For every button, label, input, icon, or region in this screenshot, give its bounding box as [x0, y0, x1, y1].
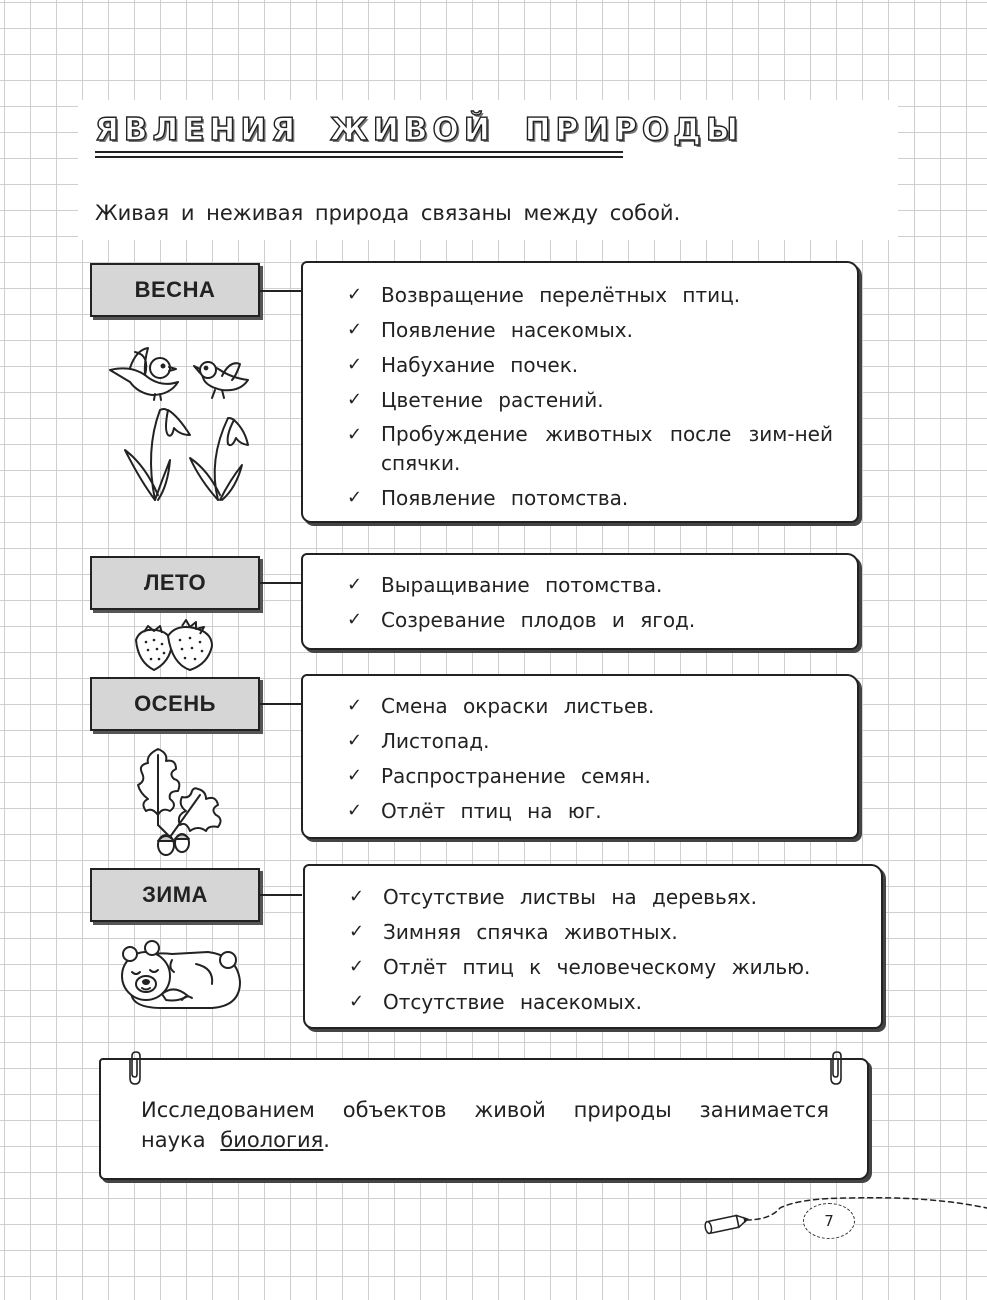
season-label-winter: ЗИМА — [90, 868, 260, 922]
paperclip-icon-right — [826, 1050, 844, 1086]
page-title: ЯВЛЕНИЯ ЖИВОЙ ПРИРОДЫ — [95, 112, 743, 148]
check-mark-icon: ✓ — [347, 800, 363, 821]
check-mark-icon: ✓ — [349, 886, 365, 907]
season-label-autumn: ОСЕНЬ — [90, 677, 260, 731]
title-underline — [95, 151, 623, 153]
paperclip-icon-left — [125, 1050, 143, 1086]
autumn-box — [301, 674, 859, 839]
spring-box — [301, 261, 859, 523]
check-mark-icon: ✓ — [347, 319, 363, 340]
list-item: ✓ Созревание плодов и ягод. — [347, 605, 833, 635]
summer-box — [301, 553, 859, 650]
list-item: ✓ Цветение растений. — [347, 385, 833, 415]
winter-box — [303, 864, 883, 1029]
check-mark-icon: ✓ — [347, 609, 363, 630]
list-item: ✓ Появление насекомых. — [347, 315, 833, 345]
list-item: ✓ Пробуждение животных после зим-ней спячки. — [347, 422, 833, 475]
list-item: ✓ Появление потомства. — [347, 483, 833, 513]
check-mark-icon: ✓ — [347, 354, 363, 375]
summer-list — [347, 570, 833, 640]
check-mark-icon: ✓ — [349, 991, 365, 1012]
autumn-list — [347, 691, 833, 831]
title-underline-2 — [95, 156, 623, 158]
summer-connector — [260, 582, 302, 584]
sleeping-bear-icon — [112, 938, 247, 1013]
autumn-connector — [260, 703, 302, 705]
winter-list — [349, 882, 857, 1022]
spring-list — [347, 280, 833, 518]
check-mark-icon: ✓ — [349, 921, 365, 942]
check-mark-icon: ✓ — [347, 695, 363, 716]
check-mark-icon: ✓ — [347, 389, 363, 410]
conclusion-text: Исследованием объектов живой природы занимается наука биология. — [141, 1098, 829, 1152]
strawberries-icon — [130, 618, 220, 673]
list-item: ✓ Выращивание потомства. — [347, 570, 833, 600]
birds-and-snowdrops-icon — [100, 340, 260, 505]
list-item: ✓ Отлёт птиц на юг. — [347, 796, 833, 826]
key-term-biology: биология — [220, 1128, 324, 1152]
list-item: ✓ Зимняя спячка животных. — [349, 917, 857, 947]
check-mark-icon: ✓ — [347, 487, 363, 508]
list-item: ✓ Отсутствие насекомых. — [349, 987, 857, 1017]
winter-connector — [260, 894, 302, 896]
check-mark-icon: ✓ — [347, 765, 363, 786]
list-item: ✓ Распространение семян. — [347, 761, 833, 791]
check-mark-icon: ✓ — [349, 956, 365, 977]
check-mark-icon: ✓ — [347, 574, 363, 595]
oak-leaves-and-acorns-icon — [128, 745, 233, 857]
check-mark-icon: ✓ — [347, 284, 363, 305]
check-mark-icon: ✓ — [347, 730, 363, 751]
check-mark-icon: ✓ — [347, 424, 363, 445]
list-item: ✓ Листопад. — [347, 726, 833, 756]
list-item: ✓ Возвращение перелётных птиц. — [347, 280, 833, 310]
page-number: 7 — [803, 1203, 855, 1239]
spring-connector — [260, 290, 302, 292]
list-item: ✓ Смена окраски листьев. — [347, 691, 833, 721]
list-item: ✓ Отлёт птиц к человеческому жилью. — [349, 952, 857, 982]
list-item: ✓ Набухание почек. — [347, 350, 833, 380]
intro-text: Живая и неживая природа связаны между собой. — [95, 201, 681, 225]
list-item: ✓ Отсутствие листвы на деревьях. — [349, 882, 857, 912]
season-label-spring: ВЕСНА — [90, 263, 260, 317]
season-label-summer: ЛЕТО — [90, 556, 260, 610]
conclusion-box — [99, 1058, 869, 1180]
